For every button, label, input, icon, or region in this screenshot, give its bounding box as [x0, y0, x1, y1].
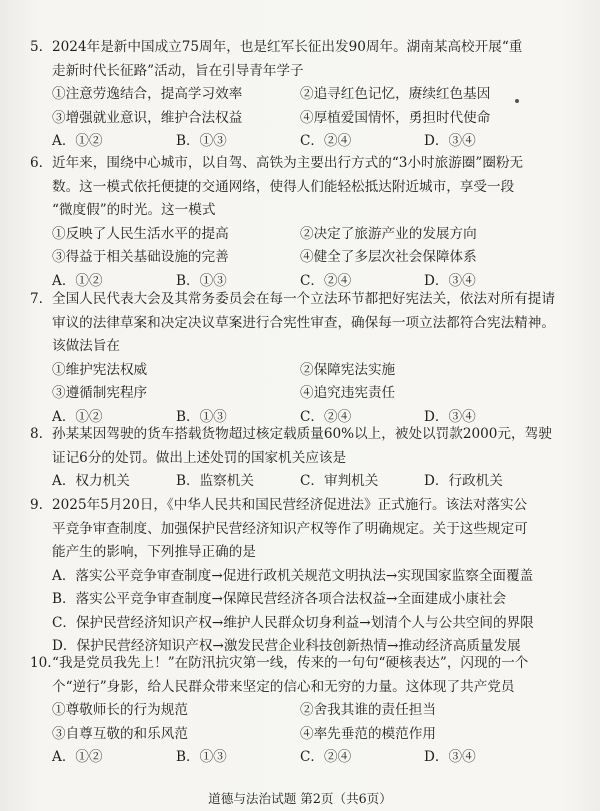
statement-4: ④率先垂范的模范作用 — [300, 725, 436, 742]
question-7 — [30, 288, 580, 429]
question-stem-line: “微度假”的时光。这一模式 — [52, 202, 216, 218]
question-5 — [30, 36, 580, 154]
choice-a: A．①② — [52, 133, 103, 149]
question-stem-line: 能产生的影响，下列推导正确的是 — [52, 544, 256, 560]
question-9 — [30, 494, 580, 659]
question-stem-line: 2025年5月20日，《中华人民共和国民营经济促进法》正式施行。该法对落实公 — [52, 497, 528, 513]
choice-d: D．③④ — [424, 272, 476, 289]
choice-a: A．权力机关 — [52, 473, 130, 489]
choice-b: B．落实公平竞争审查制度→保障民营经济各项合法权益→全面建成小康社会 — [52, 591, 507, 607]
choice-b: B．监察机关 — [176, 473, 254, 489]
question-number: 9. — [30, 497, 43, 513]
statement-4: ④追究违宪责任 — [300, 385, 396, 401]
statement-1: ①尊敬师长的行为规范 — [52, 702, 188, 718]
question-stem-line: “我是党员我先上！”在防汛抗灾第一线，传来的一句句“硬核表达”，闪现的一个 — [52, 655, 529, 671]
choice-d: D．行政机关 — [424, 473, 503, 489]
page-footer: 道德与法治试题 第2页（共6页） — [208, 791, 392, 806]
question-stem-line: 孙某某因驾驶的货车搭载货物超过核定载质量60%以上，被处以罚款2000元，驾驶 — [52, 426, 552, 442]
choice-d: D．③④ — [424, 133, 476, 149]
choice-a: A．①② — [52, 408, 103, 425]
statement-3: ③遵循制宪程序 — [52, 385, 148, 401]
statement-3: ③自尊互敬的和乐风范 — [52, 725, 188, 742]
question-stem-line: 走新时代长征路”活动，旨在引导青年学子 — [52, 62, 304, 79]
statement-3: ③增强就业意识，维护合法权益 — [52, 109, 243, 126]
question-10 — [30, 652, 580, 770]
choice-c: C．②④ — [300, 133, 352, 149]
question-number: 7. — [30, 291, 43, 307]
question-stem-line: 近年来，围绕中心城市，以自驾、高铁为主要出行方式的“3小时旅游圈”圈粉无 — [52, 155, 524, 171]
question-number: 10. — [30, 655, 52, 671]
choice-a: A．落实公平竞争审查制度→促进行政机关规范文明执法→实现国家监察全面覆盖 — [52, 567, 534, 584]
question-stem-line: 该做法旨在 — [52, 338, 120, 354]
statement-2: ②舍我其谁的责任担当 — [300, 702, 436, 718]
ink-speck — [515, 99, 519, 103]
question-stem-line: 证记6分的处罚。做出上述处罚的国家机关应该是 — [52, 449, 347, 466]
question-stem-line: 数。这一模式依托便捷的交通网络，使得人们能轻松抵达附近城市，享受一段 — [52, 178, 515, 195]
question-stem-line: 平竞争审查制度、加强保护民营经济知识产权等作了明确规定。关于这些规定可 — [52, 520, 528, 537]
statement-2: ②保障宪法实施 — [300, 361, 396, 378]
question-8 — [30, 423, 580, 494]
question-stem-line: 审议的法律草案和决定决议草案进行合宪性审查，确保每一项立法都符合宪法精神。 — [52, 314, 555, 331]
statement-4: ④厚植爱国情怀，勇担时代使命 — [300, 109, 491, 126]
choice-d: D．③④ — [424, 408, 476, 425]
statement-1: ①反映了人民生活水平的提高 — [52, 225, 229, 242]
question-number: 6. — [30, 155, 43, 171]
choice-c: C．审判机关 — [300, 473, 379, 489]
question-6 — [30, 152, 580, 293]
statement-3: ③得益于相关基础设施的完善 — [52, 249, 229, 265]
question-number: 5. — [30, 39, 43, 55]
choice-c: C．②④ — [300, 749, 352, 765]
choice-c: C．②④ — [300, 408, 352, 425]
choice-a: A．①② — [52, 272, 103, 289]
choice-c: C．保护民营经济知识产权→维护人民群众切身利益→划清个人与公共空间的界限 — [52, 614, 534, 631]
choice-b: B．①③ — [176, 272, 227, 289]
choice-b: B．①③ — [176, 133, 227, 149]
choice-c: C．②④ — [300, 272, 352, 289]
choice-b: B．①③ — [176, 408, 227, 425]
question-stem-line: 全国人民代表大会及其常务委员会在每一个立法环节都把好宪法关，依法对所有提请 — [52, 291, 555, 307]
question-number: 8. — [30, 426, 43, 442]
question-stem-line: 个“逆行”身影，给人民群众带来坚定的信心和无穷的力量。这体现了共产党员 — [52, 678, 515, 695]
statement-1: ①注意劳逸结合，提高学习效率 — [52, 86, 243, 102]
question-stem-line: 2024年是新中国成立75周年，也是红军长征出发90周年。湖南某高校开展“重 — [52, 39, 523, 55]
choice-d: D．保护民营经济知识产权→激发民营企业科技创新热情→推动经济高质量发展 — [52, 638, 521, 654]
statement-2: ②追寻红色记忆，赓续红色基因 — [300, 86, 491, 102]
choice-d: D．③④ — [424, 749, 476, 765]
statement-4: ④健全了多层次社会保障体系 — [300, 249, 477, 265]
choice-b: B．①③ — [176, 749, 227, 765]
choice-a: A．①② — [52, 749, 103, 765]
statement-2: ②决定了旅游产业的发展方向 — [300, 225, 477, 242]
statement-1: ①维护宪法权威 — [52, 361, 148, 378]
